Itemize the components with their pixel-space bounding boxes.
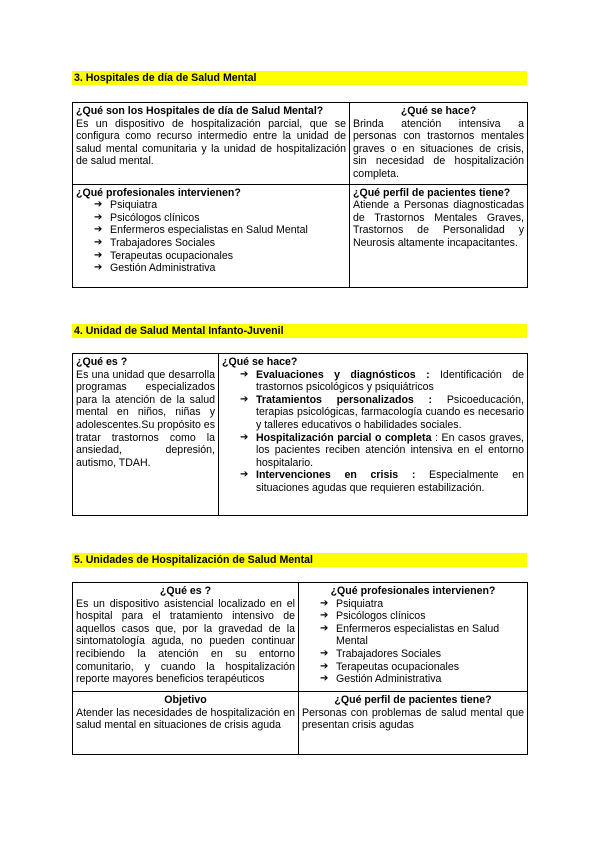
list-item: ➔ Terapeutas ocupacionales: [320, 660, 460, 673]
s4-do-cell: [219, 354, 528, 516]
s4-what-text: Es una unidad que desarrolla programas especializados para la atención de la salud mental en niños, niñas y adolescentes.Su propósito es tratar trastornos como la ansiedad, depresión, autismo, TDAH.: [76, 368, 215, 469]
list-item: ➔ Gestión Administrativa: [320, 673, 442, 686]
s3-prof-cell: [73, 184, 350, 287]
s3-do-cell: [350, 103, 528, 185]
arrow-icon: ➔: [94, 224, 103, 236]
s4-do-list: [222, 369, 524, 495]
arrow-icon: ➔: [320, 622, 329, 634]
s3-profile-cell: [350, 184, 528, 287]
s5-obj-heading: Objetivo: [164, 694, 207, 706]
section-5-title: 5. Unidades de Hospitalización de Salud Mental: [72, 553, 527, 567]
s3-do-text: Brinda atención intensiva a personas con trastornos mentales graves o en situaciones de crisis, sin necesidad de hospitalización completa.: [353, 117, 524, 180]
arrow-icon: ➔: [240, 431, 249, 443]
arrow-icon: ➔: [240, 393, 249, 405]
arrow-icon: ➔: [94, 199, 103, 211]
section-3-title: 3. Hospitales de día de Salud Mental: [72, 71, 527, 85]
s5-what-text: Es un dispositivo asistencial localizado en el hospital para el tratamiento intensivo de aquellos casos que, por la gravedad de la sintomatología aguda, no pueden continuar recibiendo la atención en su entorno comunitario, y cuando la hospitalización reporte mayores beneficios terapéuticos: [76, 597, 295, 686]
s5-profile-text: Personas con problemas de salud mental que presentan crisis agudas: [302, 706, 524, 732]
section-5-table: [72, 582, 528, 755]
list-item: ➔ Psiquiatra: [94, 199, 158, 212]
s3-what-cell: [73, 103, 350, 185]
list-item: ➔ Enfermeros especialistas en Salud Mental: [94, 224, 308, 237]
list-item: ➔ Psicólogos clínicos: [94, 211, 200, 224]
list-item: ➔ Evaluaciones y diagnósticos : Identificación de trastornos psicológicos y psiquiátricos: [240, 368, 524, 394]
s3-profile-text: Atiende a Personas diagnosticadas de Trastornos Mentales Graves, Trastornos de Personalidad y Neurosis altamente incapacitantes.: [353, 199, 524, 249]
list-item: ➔ Intervenciones en crisis : Especialmente en situaciones agudas que requieren estabilización.: [240, 469, 524, 494]
arrow-icon: ➔: [320, 673, 329, 685]
arrow-icon: ➔: [320, 610, 329, 622]
s5-prof-list: [302, 598, 524, 686]
arrow-icon: ➔: [240, 469, 249, 481]
section-4-table: [72, 353, 528, 516]
list-item: ➔ Trabajadores Sociales: [94, 236, 216, 249]
s5-prof-heading: ¿Qué profesionales intervienen?: [330, 585, 496, 597]
s5-prof-cell: [299, 583, 528, 692]
s3-prof-list: [76, 199, 346, 275]
list-item: ➔ Trabajadores Sociales: [320, 647, 442, 660]
section-4-title: 4. Unidad de Salud Mental Infanto-Juvenil: [72, 324, 527, 338]
arrow-icon: ➔: [320, 647, 329, 659]
s3-prof-heading: ¿Qué profesionales intervienen?: [76, 186, 241, 199]
list-item: ➔ Tratamientos personalizados : Psicoeducación, terapias psicológicas, farmacología cuando es necesario y talleres educativos o habilidades sociales.: [240, 393, 524, 431]
list-item: ➔ Hospitalización parcial o completa : En casos graves, los pacientes reciben atención intensiva en el entorno hospitalario.: [240, 431, 524, 469]
arrow-icon: ➔: [94, 236, 103, 248]
arrow-icon: ➔: [320, 597, 329, 609]
list-item: ➔ Psicólogos clínicos: [320, 610, 426, 623]
list-item: ➔ Enfermeros especialistas en Salud Mental: [320, 622, 500, 648]
list-item: ➔ Psiquiatra: [320, 597, 384, 610]
list-item: ➔ Gestión Administrativa: [94, 262, 216, 275]
s5-obj-cell: [73, 692, 299, 755]
arrow-icon: ➔: [94, 249, 103, 261]
s4-what-heading: ¿Qué es ?: [76, 356, 128, 368]
s3-profile-heading: ¿Qué perfil de pacientes tiene?: [353, 186, 511, 199]
s5-obj-text: Atender las necesidades de hospitalización en salud mental en situaciones de crisis aguda: [76, 706, 295, 732]
s3-what-text: Es un dispositivo de hospitalización parcial, que se configura como recurso intermedio entre la unidad de salud mental comunitaria y la unidad de hospitalización de salud mental.: [76, 117, 346, 168]
arrow-icon: ➔: [240, 368, 249, 380]
s5-profile-heading: ¿Qué perfil de pacientes tiene?: [334, 694, 492, 706]
arrow-icon: ➔: [94, 262, 103, 274]
list-item: ➔ Terapeutas ocupacionales: [94, 249, 234, 262]
s3-what-heading: ¿Qué son los Hospitales de día de Salud Mental?: [76, 105, 324, 117]
s5-what-heading: ¿Qué es ?: [159, 585, 212, 597]
arrow-icon: ➔: [320, 660, 329, 672]
arrow-icon: ➔: [94, 211, 103, 223]
s5-profile-cell: [299, 692, 528, 755]
s4-what-cell: [73, 354, 219, 516]
s4-do-heading: ¿Qué se hace?: [222, 356, 298, 368]
s5-what-cell: [73, 583, 299, 692]
section-3-table: [72, 102, 528, 288]
s3-do-heading: ¿Qué se hace?: [400, 105, 477, 117]
